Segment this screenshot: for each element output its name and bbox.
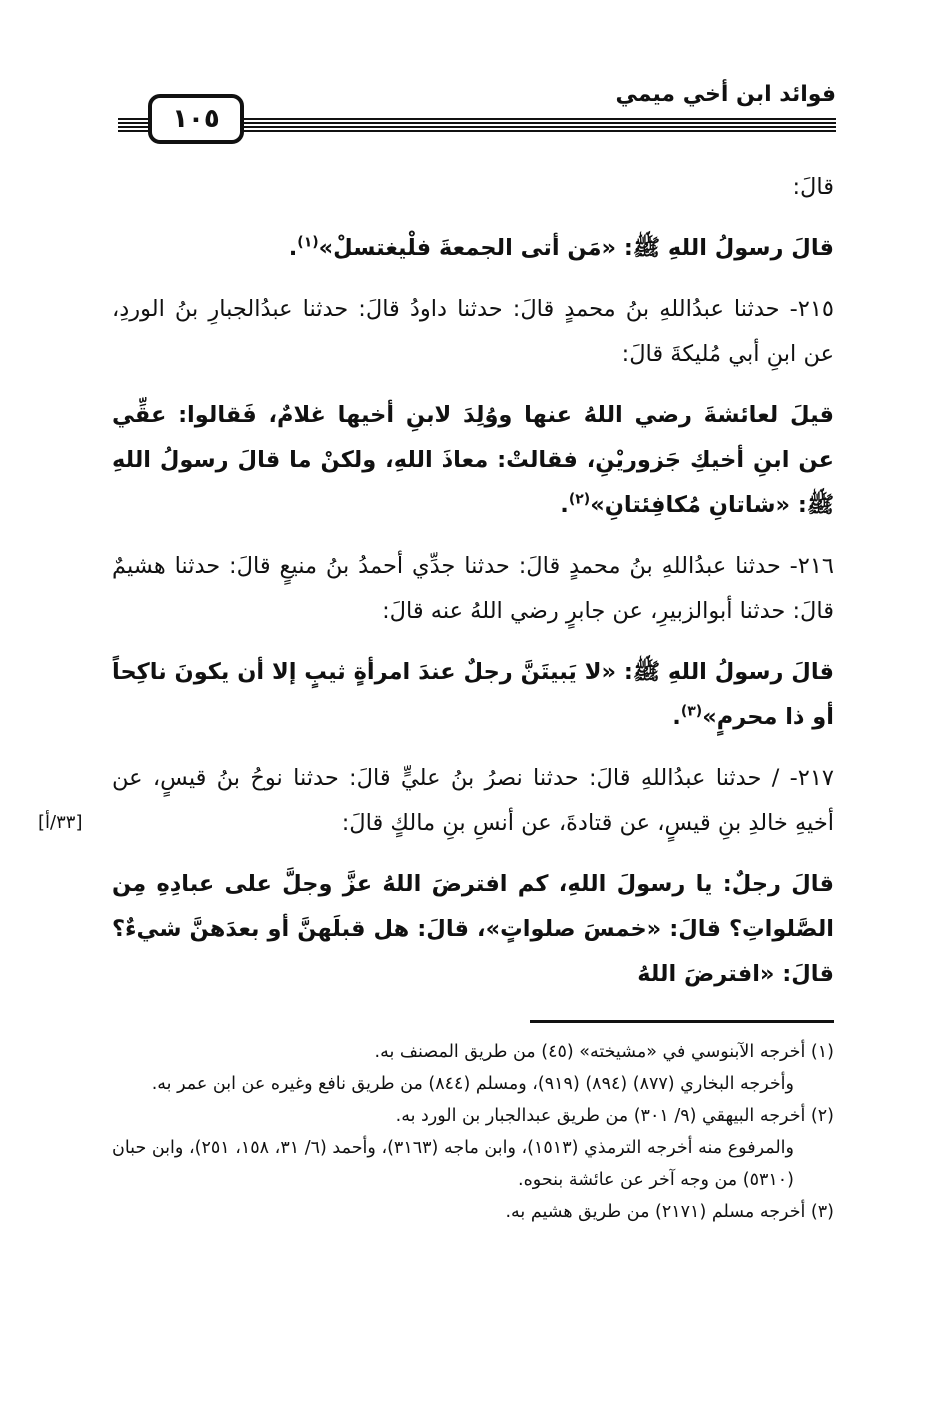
hadith-text: قالَ رسولُ اللهِ ﷺ: «مَن أتى الجمعةَ فلْيغتسلْ»$^{(١)}$. xyxy=(288,234,834,261)
hadith-text-body: قيلَ لعائشةَ رضي اللهُ عنها ووُلِدَ لابنِ أخيها غلامٌ، فَقالوا: عقِّي عن ابنِ أخيكِ جَزوريْنِ، فقالتْ: معاذَ اللهِ، ولكنْ ما قالَ رسولُ اللهِ ﷺ: «شاتانِ مُكافِئتانِ» xyxy=(112,402,834,518)
hadith-text-body: قالَ رسولُ اللهِ ﷺ: «مَن أتى الجمعةَ فلْيغتسلْ» xyxy=(318,235,834,261)
footnote-separator xyxy=(530,1020,834,1023)
hadith-text: قالَ رسولُ اللهِ ﷺ: «لا يَبيتَنَّ رجلٌ عندَ امرأةٍ ثيبٍ إلا أن يكونَ ناكِحاً أو ذا محرمٍ»$^{(٣)}$. xyxy=(112,659,834,730)
paragraph-intro: قالَ: xyxy=(792,174,834,200)
footnote-1-cont: وأخرجه البخاري (٨٧٧) (٨٩٤) (٩١٩)، ومسلم (٨٤٤) من طريق نافع وغيره عن ابن عمر به. xyxy=(151,1074,794,1094)
footnote-2-cont: والمرفوع منه أخرجه الترمذي (١٥١٣)، وابن ماجه (٣١٦٣)، وأحمد (٦/ ٣١، ١٥٨، ٢٥١)، وابن حبان (٥٣١٠) من وجه آخر عن عائشة بنحوه. xyxy=(112,1138,794,1190)
isnad-217: ٢١٧- / حدثنا عبدُاللهِ قالَ: حدثنا نصرُ بنُ عليٍّ قالَ: حدثنا نوحُ بنُ قيسٍ، عن أخيهِ خالدِ بنِ قيسٍ، عن قتادةَ، عن أنسِ بنِ مالكٍ قالَ: xyxy=(112,765,834,836)
isnad-216: ٢١٦- حدثنا عبدُاللهِ بنُ محمدٍ قالَ: حدثنا جدِّي أحمدُ بنُ منيعٍ قالَ: حدثنا هشيمٌ قالَ: حدثنا أبوالزبيرِ، عن جابرٍ رضي اللهُ عنه قالَ: xyxy=(112,553,834,624)
footnote-1: (١) أخرجه الآبنوسي في «مشيخته» (٤٥) من طريق المصنف به. xyxy=(374,1042,834,1062)
main-text xyxy=(112,165,834,1013)
footnote-ref: (١) xyxy=(297,234,319,251)
footnote-ref: (٢) xyxy=(568,491,591,508)
hadith-text: قالَ رجلٌ: يا رسولَ اللهِ، كم افترضَ اللهُ عزَّ وجلَّ على عبادِهِ مِن الصَّلواتِ؟ قالَ: «خمسَ صلواتٍ»، قالَ: هل قبلَهنَّ أو بعدَهنَّ شيءٌ؟ قالَ: «افترضَ اللهُ xyxy=(112,871,834,987)
book-title: فوائد ابن أخي ميمي xyxy=(605,82,836,107)
hadith-text: قيلَ لعائشةَ رضي اللهُ عنها ووُلِدَ لابنِ أخيها غلامٌ، فَقالوا: عقِّي عن ابنِ أخيكِ جَزوريْنِ، فقالتْ: معاذَ اللهِ، ولكنْ ما قالَ رسولُ اللهِ ﷺ: «شاتانِ مُكافِئتانِ»$^{(٢)}$. xyxy=(112,402,834,518)
footnote-3: (٣) أخرجه مسلم (٢١٧١) من طريق هشيم به. xyxy=(505,1202,834,1222)
page-header xyxy=(118,82,836,158)
footnotes xyxy=(112,1036,834,1228)
hadith-text-body: قالَ رسولُ اللهِ ﷺ: «لا يَبيتَنَّ رجلٌ عندَ امرأةٍ ثيبٍ إلا أن يكونَ ناكِحاً أو ذا محرمٍ» xyxy=(112,659,834,730)
footnote-2: (٢) أخرجه البيهقي (٩/ ٣٠١) من طريق عبدالجبار بن الورد به. xyxy=(395,1106,834,1126)
footnote-ref: (٣) xyxy=(680,703,703,720)
isnad-215: ٢١٥- حدثنا عبدُاللهِ بنُ محمدٍ قالَ: حدثنا داودُ قالَ: حدثنا عبدُالجبارِ بنُ الوردِ، عن ابنِ أبي مُليكةَ قالَ: xyxy=(112,296,834,367)
manuscript-folio-note: [٣٣/أ] xyxy=(38,812,83,833)
page-number: ١٠٥ xyxy=(148,94,244,144)
